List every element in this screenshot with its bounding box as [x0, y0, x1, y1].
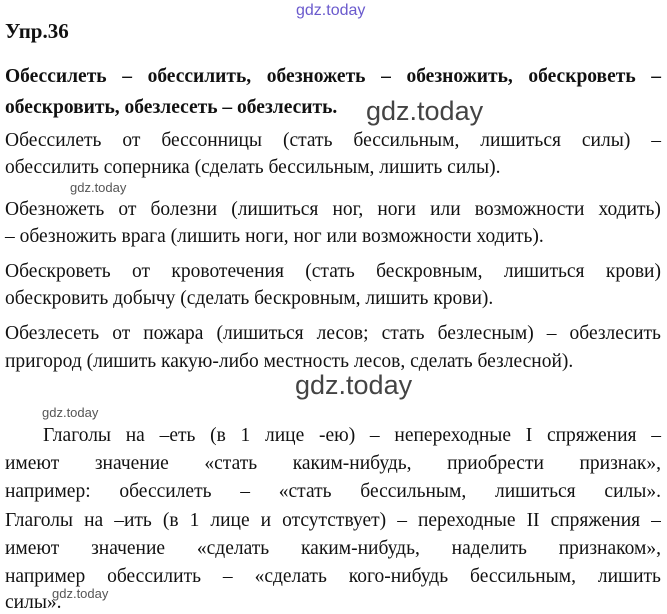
- watermark-top: gdz.today: [296, 2, 366, 19]
- watermark-small-3: gdz.today: [52, 586, 109, 601]
- rule-line-2: имеют значение «стать каким-нибудь, приобрести признак»,: [5, 453, 661, 474]
- watermark-mid-1: gdz.today: [366, 96, 484, 126]
- rule-line-6: например обессилить – «сделать кого-нибудь бессильным, лишить: [5, 566, 661, 587]
- watermark-mid-2: gdz.today: [295, 370, 413, 400]
- example-line-6: обескровить добычу (сделать бескровным, лишить крови).: [5, 288, 494, 309]
- rule-line-4: Глаголы на –ить (в 1 лице и отсутствует) – переходные II спряжения –: [5, 510, 661, 531]
- example-line-4: – обезножить врага (лишить ноги, ног или возможности ходить).: [5, 226, 544, 247]
- example-line-3: Обезножеть от болезни (лишиться ног, ноги или возможности ходить): [5, 199, 661, 220]
- example-line-7: Обезлесеть от пожара (лишиться лесов; стать безлесным) – обезлесить: [5, 323, 661, 344]
- watermark-small-1: gdz.today: [70, 180, 127, 195]
- example-line-2: обессилить соперника (сделать бессильным, лишить силы).: [5, 157, 501, 178]
- rule-line-1: Глаголы на –еть (в 1 лице -ею) – непереходные I спряжения –: [43, 425, 661, 446]
- example-line-8: пригород (лишить какую-либо местность лесов, сделать безлесной).: [5, 351, 574, 372]
- example-line-1: Обессилеть от бессонницы (стать бессильным, лишиться силы) –: [5, 130, 661, 151]
- rule-line-5: имеют значение «сделать каким-нибудь, наделить признаком»,: [5, 538, 661, 559]
- word-pairs-line-2: обескровить, обезлесеть – обезлесить.: [5, 97, 338, 118]
- example-line-5: Обескроветь от кровотечения (стать бескровным, лишиться крови): [5, 261, 661, 282]
- watermark-small-2: gdz.today: [42, 405, 99, 420]
- word-pairs-line-1: Обессилеть – обессилить, обезножеть – обезножить, обескроветь –: [5, 66, 661, 87]
- rule-line-7: силы».: [5, 592, 62, 613]
- exercise-title: Упр.36: [5, 19, 69, 43]
- rule-line-3: например: обессилеть – «стать бессильным, лишиться силы».: [5, 481, 661, 502]
